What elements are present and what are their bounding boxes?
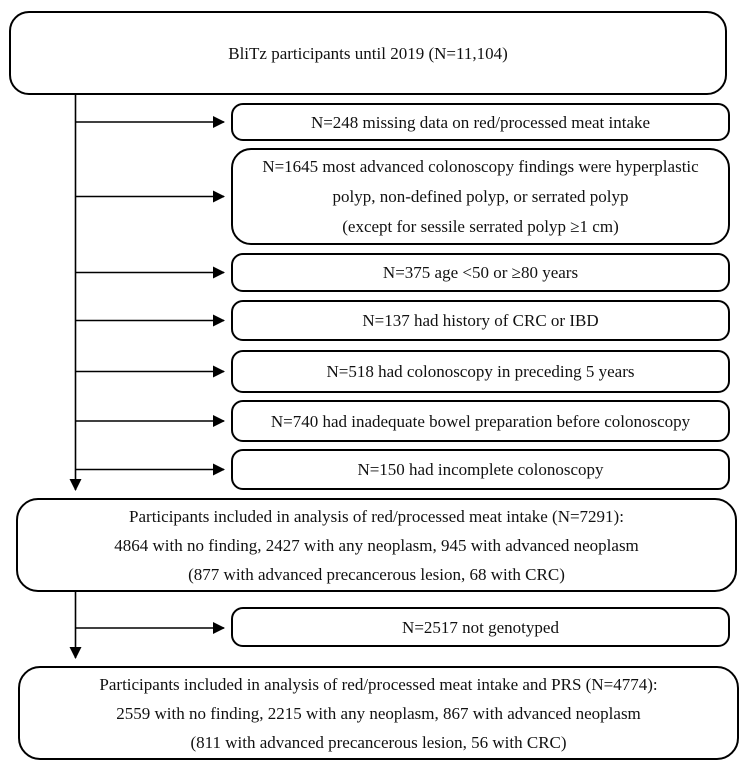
- box-exclusion-crc-ibd-history-text: N=137 had history of CRC or IBD: [362, 311, 599, 330]
- box-analysis-meat-intake-line3: (877 with advanced precancerous lesion, 68 with CRC): [188, 564, 565, 584]
- box-exclusion-not-genotyped: [231, 607, 730, 647]
- box-analysis-meat-intake-line1: Participants included in analysis of red/processed meat intake (N=7291):: [129, 506, 624, 526]
- box-exclusion-meat-missing-text: N=248 missing data on red/processed meat intake: [310, 112, 651, 132]
- box-exclusion-polyp-findings-line2: polyp, non-defined polyp, or serrated polyp: [332, 186, 629, 206]
- box-exclusion-age-text: N=375 age <50 or ≥80 years: [382, 263, 579, 282]
- box-exclusion-incomplete-colonoscopy-text: N=150 had incomplete colonoscopy: [357, 460, 604, 479]
- box-analysis-meat-intake: [16, 498, 737, 592]
- box-enrollment-text: BliTz participants until 2019 (N=11,104): [228, 43, 508, 63]
- box-exclusion-incomplete-colonoscopy: [231, 449, 730, 490]
- box-exclusion-age: [231, 253, 730, 292]
- box-analysis-meat-intake-prs-line2: 2559 with no finding, 2215 with any neoplasm, 867 with advanced neoplasm: [116, 703, 641, 723]
- box-analysis-meat-intake-prs-line1: Participants included in analysis of red/processed meat intake and PRS (N=4774):: [99, 674, 658, 694]
- box-analysis-meat-intake-line2: 4864 with no finding, 2427 with any neoplasm, 945 with advanced neoplasm: [114, 535, 639, 555]
- box-exclusion-not-genotyped-text: N=2517 not genotyped: [402, 617, 559, 637]
- box-exclusion-meat-missing: [231, 103, 730, 141]
- box-exclusion-recent-colonoscopy-text: N=518 had colonoscopy in preceding 5 years: [326, 362, 635, 381]
- box-exclusion-bowel-prep-text: N=740 had inadequate bowel preparation before colonoscopy: [270, 411, 691, 431]
- box-exclusion-polyp-findings-line1: N=1645 most advanced colonoscopy findings were hyperplastic: [262, 156, 699, 176]
- box-exclusion-crc-ibd-history: [231, 300, 730, 341]
- box-exclusion-polyp-findings-line3: (except for sessile serrated polyp ≥1 cm): [342, 216, 619, 236]
- box-exclusion-bowel-prep: [231, 400, 730, 442]
- box-analysis-meat-intake-prs: [18, 666, 739, 760]
- box-analysis-meat-intake-prs-line3: (811 with advanced precancerous lesion, 56 with CRC): [190, 732, 567, 752]
- box-enrollment: [9, 11, 727, 95]
- box-exclusion-polyp-findings: [231, 148, 730, 245]
- box-exclusion-recent-colonoscopy: [231, 350, 730, 393]
